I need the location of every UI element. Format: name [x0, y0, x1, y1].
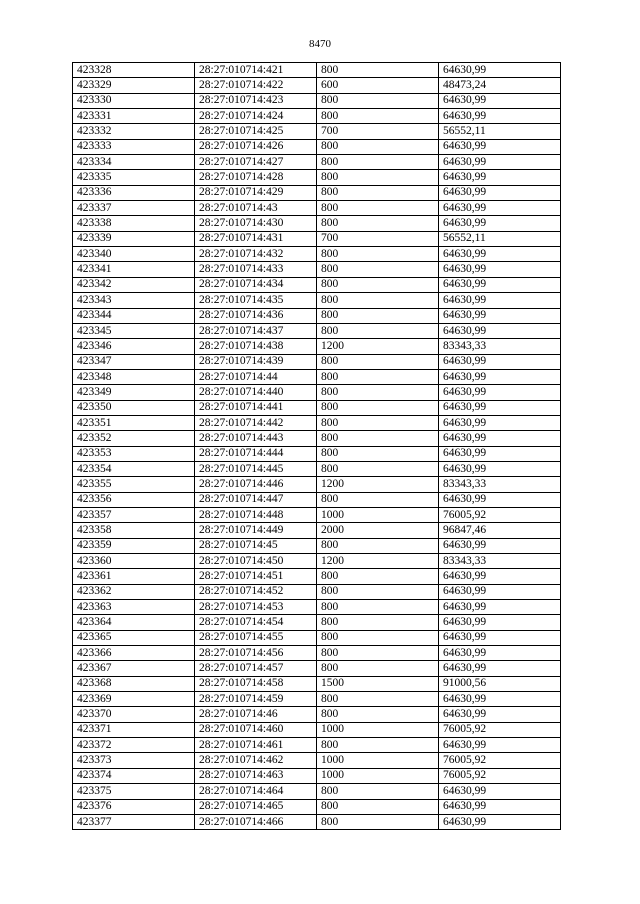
table-row [73, 661, 561, 676]
table-row [73, 262, 561, 277]
table-row [73, 155, 561, 170]
area-cell: 800 [317, 247, 439, 262]
area-cell: 1200 [317, 554, 439, 569]
record-number-cell: 423367 [73, 661, 195, 676]
area-cell: 800 [317, 661, 439, 676]
area-cell: 800 [317, 201, 439, 216]
table-row [73, 400, 561, 415]
area-cell: 800 [317, 431, 439, 446]
cadastral-number-cell: 28:27:010714:457 [195, 661, 317, 676]
record-number-cell: 423348 [73, 369, 195, 384]
table-row [73, 799, 561, 814]
area-cell: 800 [317, 492, 439, 507]
table-row [73, 231, 561, 246]
record-number-cell: 423330 [73, 93, 195, 108]
area-cell: 800 [317, 262, 439, 277]
value-cell: 64630,99 [439, 369, 561, 384]
value-cell: 64630,99 [439, 139, 561, 154]
cadastral-number-cell: 28:27:010714:421 [195, 63, 317, 78]
value-cell: 56552,11 [439, 124, 561, 139]
record-number-cell: 423350 [73, 400, 195, 415]
area-cell: 800 [317, 569, 439, 584]
value-cell: 64630,99 [439, 646, 561, 661]
cadastral-number-cell: 28:27:010714:426 [195, 139, 317, 154]
record-number-cell: 423355 [73, 477, 195, 492]
value-cell: 56552,11 [439, 231, 561, 246]
record-number-cell: 423369 [73, 692, 195, 707]
value-cell: 64630,99 [439, 692, 561, 707]
cadastral-number-cell: 28:27:010714:442 [195, 415, 317, 430]
area-cell: 800 [317, 738, 439, 753]
table-row [73, 201, 561, 216]
cadastral-number-cell: 28:27:010714:433 [195, 262, 317, 277]
record-number-cell: 423359 [73, 538, 195, 553]
cadastral-number-cell: 28:27:010714:432 [195, 247, 317, 262]
record-number-cell: 423349 [73, 385, 195, 400]
table-body [73, 63, 561, 830]
table-row [73, 415, 561, 430]
cadastral-number-cell: 28:27:010714:436 [195, 308, 317, 323]
area-cell: 800 [317, 814, 439, 829]
value-cell: 64630,99 [439, 431, 561, 446]
cadastral-number-cell: 28:27:010714:43 [195, 201, 317, 216]
cadastral-number-cell: 28:27:010714:461 [195, 738, 317, 753]
table-row [73, 707, 561, 722]
area-cell: 800 [317, 63, 439, 78]
value-cell: 64630,99 [439, 584, 561, 599]
cadastral-number-cell: 28:27:010714:424 [195, 109, 317, 124]
area-cell: 800 [317, 155, 439, 170]
record-number-cell: 423353 [73, 446, 195, 461]
record-number-cell: 423370 [73, 707, 195, 722]
value-cell: 64630,99 [439, 63, 561, 78]
table-row [73, 738, 561, 753]
value-cell: 64630,99 [439, 185, 561, 200]
area-cell: 800 [317, 415, 439, 430]
value-cell: 64630,99 [439, 738, 561, 753]
record-number-cell: 423347 [73, 354, 195, 369]
record-number-cell: 423371 [73, 722, 195, 737]
cadastral-number-cell: 28:27:010714:45 [195, 538, 317, 553]
table-row [73, 431, 561, 446]
record-number-cell: 423341 [73, 262, 195, 277]
value-cell: 64630,99 [439, 216, 561, 231]
area-cell: 1000 [317, 753, 439, 768]
record-number-cell: 423351 [73, 415, 195, 430]
table-row [73, 109, 561, 124]
area-cell: 800 [317, 400, 439, 415]
cadastral-number-cell: 28:27:010714:438 [195, 339, 317, 354]
cadastral-number-cell: 28:27:010714:430 [195, 216, 317, 231]
value-cell: 64630,99 [439, 415, 561, 430]
value-cell: 64630,99 [439, 93, 561, 108]
cadastral-number-cell: 28:27:010714:460 [195, 722, 317, 737]
record-number-cell: 423338 [73, 216, 195, 231]
table-row [73, 692, 561, 707]
value-cell: 64630,99 [439, 323, 561, 338]
cadastral-number-cell: 28:27:010714:429 [195, 185, 317, 200]
record-number-cell: 423345 [73, 323, 195, 338]
value-cell: 83343,33 [439, 339, 561, 354]
table-row [73, 93, 561, 108]
table-row [73, 569, 561, 584]
cadastral-number-cell: 28:27:010714:466 [195, 814, 317, 829]
record-number-cell: 423331 [73, 109, 195, 124]
record-number-cell: 423356 [73, 492, 195, 507]
area-cell: 800 [317, 308, 439, 323]
area-cell: 800 [317, 692, 439, 707]
cadastral-number-cell: 28:27:010714:459 [195, 692, 317, 707]
page-number: 8470 [309, 38, 331, 50]
value-cell: 64630,99 [439, 446, 561, 461]
record-number-cell: 423363 [73, 600, 195, 615]
table-row [73, 139, 561, 154]
area-cell: 1000 [317, 507, 439, 522]
cadastral-number-cell: 28:27:010714:443 [195, 431, 317, 446]
value-cell: 64630,99 [439, 354, 561, 369]
record-number-cell: 423339 [73, 231, 195, 246]
table-row [73, 78, 561, 93]
cadastral-number-cell: 28:27:010714:462 [195, 753, 317, 768]
value-cell: 64630,99 [439, 308, 561, 323]
cadastral-number-cell: 28:27:010714:434 [195, 277, 317, 292]
area-cell: 800 [317, 385, 439, 400]
value-cell: 76005,92 [439, 753, 561, 768]
value-cell: 83343,33 [439, 554, 561, 569]
table-row [73, 784, 561, 799]
record-number-cell: 423354 [73, 461, 195, 476]
cadastral-number-cell: 28:27:010714:439 [195, 354, 317, 369]
record-number-cell: 423333 [73, 139, 195, 154]
area-cell: 800 [317, 461, 439, 476]
record-number-cell: 423332 [73, 124, 195, 139]
table-row [73, 507, 561, 522]
record-number-cell: 423364 [73, 615, 195, 630]
record-number-cell: 423335 [73, 170, 195, 185]
cadastral-number-cell: 28:27:010714:440 [195, 385, 317, 400]
cadastral-number-cell: 28:27:010714:425 [195, 124, 317, 139]
record-number-cell: 423346 [73, 339, 195, 354]
record-number-cell: 423328 [73, 63, 195, 78]
value-cell: 64630,99 [439, 262, 561, 277]
cadastral-number-cell: 28:27:010714:423 [195, 93, 317, 108]
table-row [73, 354, 561, 369]
value-cell: 64630,99 [439, 600, 561, 615]
value-cell: 76005,92 [439, 722, 561, 737]
value-cell: 64630,99 [439, 109, 561, 124]
area-cell: 800 [317, 277, 439, 292]
table-row [73, 814, 561, 829]
record-number-cell: 423344 [73, 308, 195, 323]
table-row [73, 584, 561, 599]
value-cell: 91000,56 [439, 676, 561, 691]
area-cell: 800 [317, 630, 439, 645]
value-cell: 64630,99 [439, 385, 561, 400]
area-cell: 700 [317, 231, 439, 246]
record-number-cell: 423377 [73, 814, 195, 829]
value-cell: 64630,99 [439, 707, 561, 722]
table-row [73, 600, 561, 615]
area-cell: 800 [317, 707, 439, 722]
table-row [73, 339, 561, 354]
value-cell: 64630,99 [439, 615, 561, 630]
table-row [73, 124, 561, 139]
table-row [73, 630, 561, 645]
value-cell: 64630,99 [439, 155, 561, 170]
table-row [73, 523, 561, 538]
area-cell: 800 [317, 446, 439, 461]
area-cell: 800 [317, 354, 439, 369]
area-cell: 1000 [317, 722, 439, 737]
area-cell: 800 [317, 293, 439, 308]
table-row [73, 369, 561, 384]
table-row [73, 293, 561, 308]
record-number-cell: 423365 [73, 630, 195, 645]
value-cell: 64630,99 [439, 293, 561, 308]
record-number-cell: 423375 [73, 784, 195, 799]
record-number-cell: 423372 [73, 738, 195, 753]
table-row [73, 277, 561, 292]
value-cell: 64630,99 [439, 277, 561, 292]
cadastral-number-cell: 28:27:010714:455 [195, 630, 317, 645]
cadastral-number-cell: 28:27:010714:431 [195, 231, 317, 246]
value-cell: 64630,99 [439, 814, 561, 829]
value-cell: 64630,99 [439, 492, 561, 507]
area-cell: 800 [317, 185, 439, 200]
cadastral-number-cell: 28:27:010714:465 [195, 799, 317, 814]
value-cell: 64630,99 [439, 630, 561, 645]
cadastral-number-cell: 28:27:010714:428 [195, 170, 317, 185]
record-number-cell: 423360 [73, 554, 195, 569]
area-cell: 1000 [317, 768, 439, 783]
record-number-cell: 423334 [73, 155, 195, 170]
record-number-cell: 423373 [73, 753, 195, 768]
cadastral-number-cell: 28:27:010714:456 [195, 646, 317, 661]
table-row [73, 477, 561, 492]
record-number-cell: 423368 [73, 676, 195, 691]
area-cell: 800 [317, 538, 439, 553]
area-cell: 800 [317, 369, 439, 384]
cadastral-number-cell: 28:27:010714:450 [195, 554, 317, 569]
table-row [73, 446, 561, 461]
record-number-cell: 423329 [73, 78, 195, 93]
value-cell: 76005,92 [439, 768, 561, 783]
cadastral-number-cell: 28:27:010714:422 [195, 78, 317, 93]
area-cell: 2000 [317, 523, 439, 538]
table-row [73, 554, 561, 569]
area-cell: 800 [317, 646, 439, 661]
value-cell: 76005,92 [439, 507, 561, 522]
cadastral-number-cell: 28:27:010714:452 [195, 584, 317, 599]
value-cell: 64630,99 [439, 569, 561, 584]
table-row [73, 676, 561, 691]
record-number-cell: 423376 [73, 799, 195, 814]
table-row [73, 63, 561, 78]
table-row [73, 247, 561, 262]
cadastral-number-cell: 28:27:010714:446 [195, 477, 317, 492]
record-number-cell: 423374 [73, 768, 195, 783]
table-row [73, 308, 561, 323]
value-cell: 64630,99 [439, 538, 561, 553]
area-cell: 800 [317, 323, 439, 338]
record-number-cell: 423366 [73, 646, 195, 661]
value-cell: 64630,99 [439, 400, 561, 415]
cadastral-number-cell: 28:27:010714:44 [195, 369, 317, 384]
table-row [73, 492, 561, 507]
cadastral-number-cell: 28:27:010714:447 [195, 492, 317, 507]
cadastral-number-cell: 28:27:010714:463 [195, 768, 317, 783]
cadastral-number-cell: 28:27:010714:46 [195, 707, 317, 722]
cadastral-number-cell: 28:27:010714:453 [195, 600, 317, 615]
value-cell: 64630,99 [439, 247, 561, 262]
table-row [73, 615, 561, 630]
area-cell: 800 [317, 584, 439, 599]
table-row [73, 722, 561, 737]
area-cell: 1200 [317, 477, 439, 492]
record-number-cell: 423337 [73, 201, 195, 216]
record-number-cell: 423358 [73, 523, 195, 538]
table-row [73, 185, 561, 200]
data-table [72, 62, 561, 830]
record-number-cell: 423343 [73, 293, 195, 308]
area-cell: 800 [317, 170, 439, 185]
table-row [73, 461, 561, 476]
value-cell: 96847,46 [439, 523, 561, 538]
area-cell: 800 [317, 600, 439, 615]
record-number-cell: 423357 [73, 507, 195, 522]
area-cell: 1200 [317, 339, 439, 354]
table-row [73, 323, 561, 338]
table-row [73, 170, 561, 185]
value-cell: 48473,24 [439, 78, 561, 93]
record-number-cell: 423342 [73, 277, 195, 292]
record-number-cell: 423336 [73, 185, 195, 200]
value-cell: 64630,99 [439, 170, 561, 185]
area-cell: 800 [317, 784, 439, 799]
value-cell: 64630,99 [439, 784, 561, 799]
cadastral-number-cell: 28:27:010714:441 [195, 400, 317, 415]
record-number-cell: 423362 [73, 584, 195, 599]
value-cell: 64630,99 [439, 461, 561, 476]
area-cell: 1500 [317, 676, 439, 691]
cadastral-number-cell: 28:27:010714:451 [195, 569, 317, 584]
table-row [73, 768, 561, 783]
area-cell: 800 [317, 615, 439, 630]
area-cell: 800 [317, 216, 439, 231]
record-number-cell: 423340 [73, 247, 195, 262]
value-cell: 83343,33 [439, 477, 561, 492]
cadastral-number-cell: 28:27:010714:435 [195, 293, 317, 308]
table-row [73, 216, 561, 231]
table-row [73, 646, 561, 661]
cadastral-number-cell: 28:27:010714:437 [195, 323, 317, 338]
cadastral-number-cell: 28:27:010714:464 [195, 784, 317, 799]
cadastral-number-cell: 28:27:010714:458 [195, 676, 317, 691]
cadastral-number-cell: 28:27:010714:444 [195, 446, 317, 461]
table-row [73, 385, 561, 400]
area-cell: 800 [317, 93, 439, 108]
table-row [73, 538, 561, 553]
area-cell: 800 [317, 139, 439, 154]
cadastral-number-cell: 28:27:010714:445 [195, 461, 317, 476]
value-cell: 64630,99 [439, 201, 561, 216]
record-number-cell: 423352 [73, 431, 195, 446]
cadastral-number-cell: 28:27:010714:449 [195, 523, 317, 538]
area-cell: 800 [317, 799, 439, 814]
area-cell: 700 [317, 124, 439, 139]
cadastral-number-cell: 28:27:010714:448 [195, 507, 317, 522]
value-cell: 64630,99 [439, 799, 561, 814]
cadastral-number-cell: 28:27:010714:454 [195, 615, 317, 630]
area-cell: 600 [317, 78, 439, 93]
record-number-cell: 423361 [73, 569, 195, 584]
table-row [73, 753, 561, 768]
value-cell: 64630,99 [439, 661, 561, 676]
area-cell: 800 [317, 109, 439, 124]
cadastral-number-cell: 28:27:010714:427 [195, 155, 317, 170]
